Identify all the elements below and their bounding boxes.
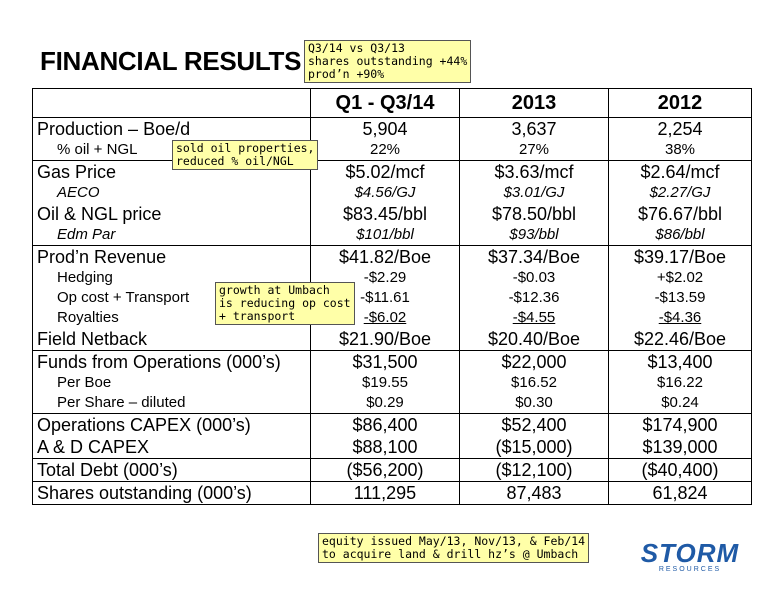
- cell-value: -$2.29: [311, 268, 460, 288]
- row-label: Total Debt (000’s): [33, 459, 311, 482]
- row-edm-par: [33, 225, 752, 246]
- row-label: Per Boe: [33, 373, 311, 393]
- cell-value: 38%: [609, 140, 752, 161]
- logo-name: STORM: [640, 538, 740, 568]
- header-row: [33, 89, 752, 118]
- group-debt: [33, 459, 752, 482]
- col-header-2012: 2012: [609, 89, 752, 118]
- note-q3-compare: Q3/14 vs Q3/13 shares outstanding +44% prod’n +90%: [304, 40, 471, 83]
- cell-value: $78.50/bbl: [460, 203, 609, 225]
- note-umbach-growth: growth at Umbach is reducing op cost + transport: [215, 282, 355, 325]
- cell-value: $37.34/Boe: [460, 246, 609, 269]
- row-label: Field Netback: [33, 328, 311, 351]
- cell-value: $139,000: [609, 436, 752, 459]
- cell-value: $0.30: [460, 393, 609, 414]
- cell-value: -$12.36: [460, 288, 609, 308]
- cell-value: $3.63/mcf: [460, 161, 609, 184]
- cell-value: $4.56/GJ: [311, 183, 460, 203]
- cell-value: $2.27/GJ: [609, 183, 752, 203]
- cell-value: $31,500: [311, 351, 460, 374]
- cell-value: $19.55: [311, 373, 460, 393]
- row-label: Edm Par: [33, 225, 311, 246]
- note-sold-oil: sold oil properties, reduced % oil/NGL: [172, 140, 318, 170]
- cell-value: $39.17/Boe: [609, 246, 752, 269]
- cell-value: $174,900: [609, 414, 752, 437]
- row-aeco: [33, 183, 752, 203]
- row-label: Shares outstanding (000’s): [33, 482, 311, 505]
- group-funds: [33, 351, 752, 414]
- row-prod-revenue: [33, 246, 752, 269]
- row-label: AECO: [33, 183, 311, 203]
- cell-value: 61,824: [609, 482, 752, 505]
- row-label: % oil + NGL: [33, 140, 311, 161]
- row-op-cost: [33, 288, 752, 308]
- cell-value: $93/bbl: [460, 225, 609, 246]
- row-ffo: [33, 351, 752, 374]
- underlined-value: -$4.55: [512, 309, 556, 326]
- cell-value: 27%: [460, 140, 609, 161]
- cell-value: $86,400: [311, 414, 460, 437]
- financial-table: [32, 88, 752, 505]
- row-label: Oil & NGL price: [33, 203, 311, 225]
- row-ad-capex: [33, 436, 752, 459]
- cell-value: $76.67/bbl: [609, 203, 752, 225]
- row-label: Op cost + Transport: [33, 288, 311, 308]
- row-field-netback: [33, 328, 752, 351]
- cell-value: -$0.03: [460, 268, 609, 288]
- cell-value: 87,483: [460, 482, 609, 505]
- cell-value: ($56,200): [311, 459, 460, 482]
- cell-value: $16.52: [460, 373, 609, 393]
- row-per-share: [33, 393, 752, 414]
- row-label: Royalties: [33, 308, 311, 328]
- row-oil-ngl-pct: [33, 140, 752, 161]
- row-per-boe: [33, 373, 752, 393]
- cell-value: 3,637: [460, 118, 609, 141]
- group-production: [33, 118, 752, 161]
- row-gas-price: [33, 161, 752, 184]
- row-production: [33, 118, 752, 141]
- cell-value: ($40,400): [609, 459, 752, 482]
- cell-value: 5,904: [311, 118, 460, 141]
- cell-value: ($15,000): [460, 436, 609, 459]
- header-blank: [33, 89, 311, 118]
- group-prices: [33, 161, 752, 246]
- row-oil-ngl-price: [33, 203, 752, 225]
- cell-value: $41.82/Boe: [311, 246, 460, 269]
- cell-value: $22.46/Boe: [609, 328, 752, 351]
- note-equity-issued: equity issued May/13, Nov/13, & Feb/14 to acquire land & drill hz’s @ Umbach: [318, 533, 589, 563]
- underlined-value: -$6.02: [363, 309, 407, 326]
- page-title: FINANCIAL RESULTS: [40, 46, 302, 76]
- col-header-q1q3-14: Q1 - Q3/14: [311, 89, 460, 118]
- cell-value: 22%: [311, 140, 460, 161]
- cell-value: 111,295: [311, 482, 460, 505]
- cell-value: +$2.02: [609, 268, 752, 288]
- cell-value: $101/bbl: [311, 225, 460, 246]
- col-header-2013: 2013: [460, 89, 609, 118]
- cell-value: $52,400: [460, 414, 609, 437]
- cell-value: $5.02/mcf: [311, 161, 460, 184]
- row-label: Operations CAPEX (000’s): [33, 414, 311, 437]
- row-label: A & D CAPEX: [33, 436, 311, 459]
- cell-value: $21.90/Boe: [311, 328, 460, 351]
- group-capex: [33, 414, 752, 459]
- row-label: Gas Price: [33, 161, 311, 184]
- underlined-value: -$4.36: [658, 309, 702, 326]
- row-label: Hedging: [33, 268, 311, 288]
- row-royalties: [33, 308, 752, 328]
- cell-value: $86/bbl: [609, 225, 752, 246]
- cell-value: $20.40/Boe: [460, 328, 609, 351]
- cell-value: $2.64/mcf: [609, 161, 752, 184]
- cell-value: $0.29: [311, 393, 460, 414]
- row-hedging: [33, 268, 752, 288]
- row-ops-capex: [33, 414, 752, 437]
- storm-logo: [640, 540, 740, 574]
- row-total-debt: [33, 459, 752, 482]
- cell-value: [460, 308, 609, 328]
- cell-value: ($12,100): [460, 459, 609, 482]
- cell-value: $3.01/GJ: [460, 183, 609, 203]
- row-shares: [33, 482, 752, 505]
- row-label: Funds from Operations (000’s): [33, 351, 311, 374]
- cell-value: $0.24: [609, 393, 752, 414]
- group-shares: [33, 482, 752, 505]
- logo-subtitle: RESOURCES: [658, 566, 722, 573]
- cell-value: 2,254: [609, 118, 752, 141]
- cell-value: $16.22: [609, 373, 752, 393]
- cell-value: -$11.61: [311, 288, 460, 308]
- cell-value: $83.45/bbl: [311, 203, 460, 225]
- cell-value: $22,000: [460, 351, 609, 374]
- row-label: Prod’n Revenue: [33, 246, 311, 269]
- cell-value: $88,100: [311, 436, 460, 459]
- cell-value: [609, 308, 752, 328]
- group-netback: [33, 246, 752, 351]
- row-label: Per Share – diluted: [33, 393, 311, 414]
- cell-value: -$13.59: [609, 288, 752, 308]
- cell-value: $13,400: [609, 351, 752, 374]
- row-label: Production – Boe/d: [33, 118, 311, 141]
